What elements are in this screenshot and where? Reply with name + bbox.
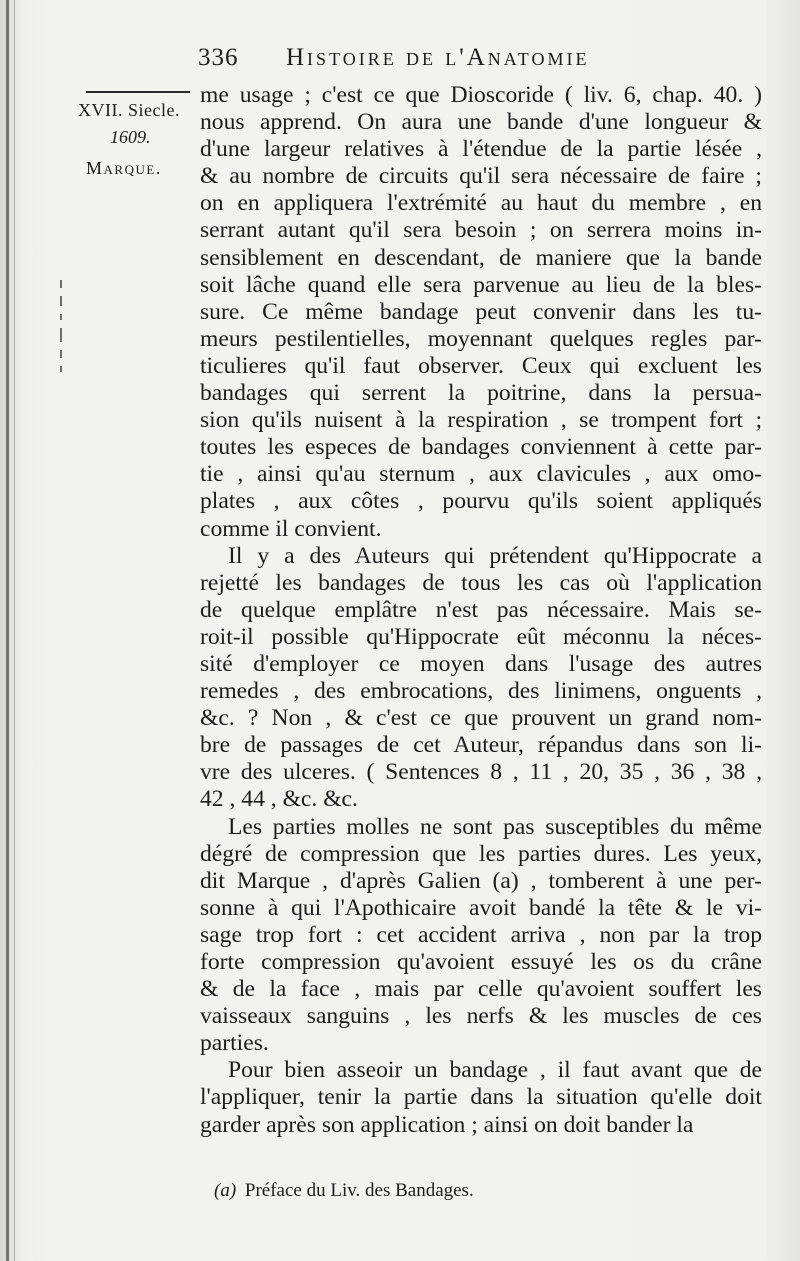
text-line: Les parties molles ne sont pas susceptibles du même: [228, 813, 762, 840]
footnote-mark: (a): [214, 1180, 237, 1201]
text-line: vre des ulceres. ( Sentences 8 , 11 , 20, 35 , 36 , 38 ,: [200, 759, 762, 786]
text-line: toutes les especes de bandages conviennent à cette par-: [200, 434, 762, 461]
text-line: sonne à qui l'Apothicaire avoit bandé la tête & le vi-: [200, 894, 762, 921]
text-line: l'appliquer, tenir la partie dans la situation qu'elle doit: [200, 1084, 762, 1111]
text-line: comme il convient.: [200, 515, 382, 542]
page-number: 336: [198, 44, 239, 71]
running-header: [198, 44, 768, 78]
text-line: me usage ; c'est ce que Dioscoride ( liv. 6, chap. 40. ): [200, 82, 762, 108]
text-line: serrant autant qu'il sera besoin ; on serrera moins in-: [200, 217, 762, 244]
text-line: de quelque emplâtre n'est pas nécessaire. Mais se-: [200, 596, 762, 623]
text-line: rejetté les bandages de tous les cas où l'application: [200, 569, 762, 596]
paragraph: [200, 814, 762, 1058]
paragraph: [200, 1057, 762, 1138]
text-line: sage trop fort : cet accident arriva , non par la trop: [200, 921, 762, 948]
text-line: bre de passages de cet Auteur, répandus dans son li-: [200, 732, 762, 759]
text-line: remedes , des embrocations, des linimens, onguents ,: [200, 678, 762, 705]
text-line: & au nombre de circuits qu'il sera nécessaire de faire ;: [200, 163, 762, 190]
body-text: [200, 82, 762, 1139]
ink-specks: [54, 280, 72, 380]
text-line: Il y a des Auteurs qui prétendent qu'Hippocrate a: [228, 542, 762, 569]
text-line: forte compression qu'avoient essuyé les os du crâne: [200, 949, 762, 975]
text-line: tie , ainsi qu'au sternum , aux clavicules , aux omo-: [200, 461, 762, 488]
margin-author: Marque.: [86, 158, 162, 178]
text-line: sité d'employer ce moyen dans l'usage des autres: [200, 650, 762, 677]
text-line: nous apprend. On aura une bande d'une longueur &: [200, 109, 762, 136]
paragraph: [200, 82, 762, 543]
text-line: dit Marque , d'après Galien (a) , tomberent à une per-: [200, 867, 762, 894]
text-line: sion qu'ils nuisent à la respiration , se trompent fort ;: [200, 407, 762, 434]
binding-gutter: [6, 0, 9, 1261]
paragraph: [200, 543, 762, 814]
text-line: roit-il possible qu'Hippocrate eût méconnu la néces-: [200, 623, 762, 650]
text-line: & de la face , mais par celle qu'avoient souffert les: [200, 976, 762, 1003]
text-line: garder après son application ; ainsi on doit bander la: [200, 1111, 694, 1138]
margin-year: 1609.: [110, 127, 151, 147]
running-title: Histoire de l'Anatomie: [286, 44, 590, 71]
footnote: [214, 1180, 474, 1202]
margin-century: XVII. Siecle.: [78, 100, 180, 120]
text-line: on en appliquera l'extrémité au haut du membre , en: [200, 190, 762, 217]
text-line: sensiblement en descendant, de maniere que la bande: [200, 244, 762, 271]
text-line: plates , aux côtes , pourvu qu'ils soient appliqués: [200, 488, 762, 515]
text-line: dégré de compression que les parties dures. Les yeux,: [200, 840, 762, 867]
binding-gutter-edge: [14, 0, 15, 1261]
text-line: Pour bien asseoir un bandage , il faut avant que de: [228, 1057, 762, 1084]
text-line: meurs pestilentielles, moyennant quelques regles par-: [200, 325, 762, 352]
text-line: parties.: [200, 1030, 269, 1057]
text-line: vaisseaux sanguins , les nerfs & les muscles de ces: [200, 1003, 762, 1030]
text-line: sure. Ce même bandage peut convenir dans les tu-: [200, 298, 762, 325]
footnote-text: Préface du Liv. des Bandages.: [244, 1180, 474, 1201]
margin-rule: [86, 91, 190, 93]
text-line: bandages qui serrent la poitrine, dans la persua-: [200, 380, 762, 407]
text-line: d'une largeur relatives à l'étendue de la partie lésée ,: [200, 136, 762, 163]
text-line: ticulieres qu'il faut observer. Ceux qui excluent les: [200, 352, 762, 379]
text-line: 42 , 44 , &c. &c.: [200, 786, 358, 813]
text-line: soit lâche quand elle sera parvenue au lieu de la bles-: [200, 271, 762, 298]
text-line: &c. ? Non , & c'est ce que prouvent un grand nom-: [200, 705, 762, 732]
